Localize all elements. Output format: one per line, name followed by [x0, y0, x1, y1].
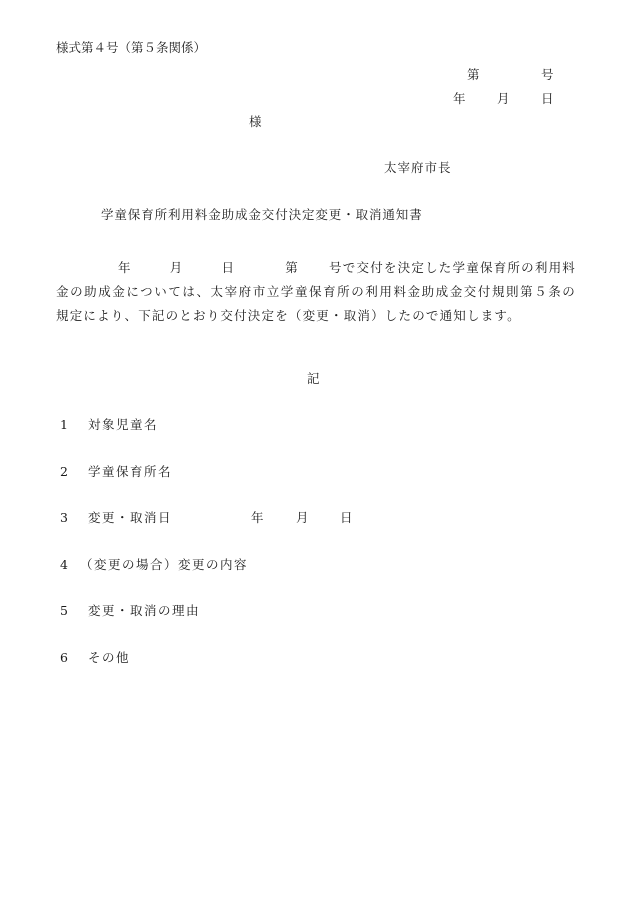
item-label-reason: 変更・取消の理由 [88, 603, 201, 618]
item-label-other: その他 [88, 650, 131, 665]
item-number: 6 [60, 650, 68, 665]
doc-date-month: 月 [497, 91, 510, 106]
doc-number-dai: 第 [467, 67, 480, 82]
body-dai: 第 [285, 260, 299, 275]
body-year: 年 [118, 260, 132, 275]
body-text: 号で交付を決定した学童保育所の利用料金の助成金については、太宰府市立学童保育所の利用料金助成金交付規則第５条の規定により、下記のとおり交付決定を（変更・取消）したので通知します。 [56, 260, 577, 323]
doc-date-day: 日 [541, 91, 554, 106]
body-month: 月 [169, 260, 184, 275]
item-label-change-date: 変更・取消日 [88, 510, 173, 525]
item-label-target-child: 対象児童名 [88, 417, 159, 432]
item-number: 1 [60, 417, 68, 432]
change-date-month: 月 [296, 510, 309, 525]
document-title: 学童保育所利用料金助成金交付決定変更・取消通知書 [101, 207, 423, 222]
item-label-facility: 学童保育所名 [88, 464, 173, 479]
body-paragraph [56, 256, 576, 328]
change-date-year: 年 [251, 510, 264, 525]
item-number: 4 [60, 557, 68, 572]
item-number: 3 [60, 510, 68, 525]
item-number: 2 [60, 464, 68, 479]
item-label-change-content: （変更の場合）変更の内容 [80, 557, 249, 572]
form-number: 様式第４号（第５条関係） [56, 40, 207, 55]
body-day: 日 [221, 260, 236, 275]
item-number: 5 [60, 603, 68, 618]
addressee-sama: 様 [249, 114, 262, 129]
change-date-day: 日 [340, 510, 353, 525]
ki-heading: 記 [307, 371, 320, 386]
doc-date-year: 年 [453, 91, 466, 106]
doc-number-go: 号 [541, 67, 554, 82]
issuer: 太宰府市長 [384, 160, 452, 175]
